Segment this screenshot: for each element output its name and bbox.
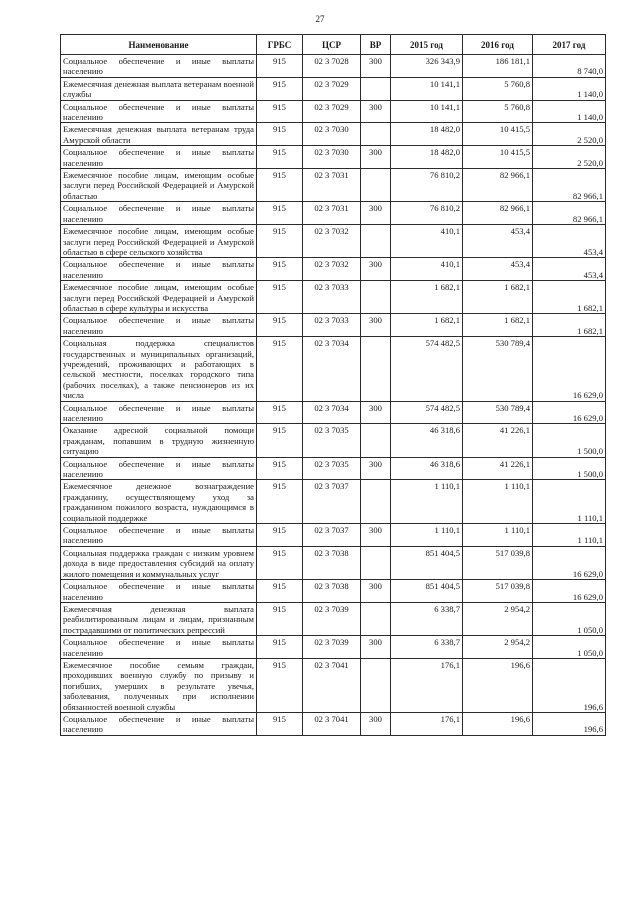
cell-vr [361,658,391,712]
cell-grbs: 915 [257,281,303,314]
cell-csr: 02 3 7037 [303,480,361,524]
table-row [61,314,606,337]
cell-2017: 1 500,0 [533,424,606,457]
cell-vr: 300 [361,401,391,424]
table-row [61,580,606,603]
cell-name: Социальное обеспечение и иные выплаты населению [61,258,257,281]
cell-csr: 02 3 7037 [303,524,361,547]
cell-name: Ежемесячное пособие лицам, имеющим особые заслуги перед Российской Федерацией и Амурской областью в сфере сельского хозяйства [61,225,257,258]
cell-vr [361,337,391,401]
cell-2016: 517 039,8 [463,546,533,579]
page-number: 27 [315,14,325,24]
cell-2017: 453,4 [533,225,606,258]
cell-2016: 1 110,1 [463,524,533,547]
table-row [61,258,606,281]
cell-2016: 530 789,4 [463,401,533,424]
cell-2017: 82 966,1 [533,169,606,202]
cell-2015: 10 141,1 [391,77,463,100]
cell-name: Социальная поддержка специалистов государственных и муниципальных организаций, учреждений, проживающих и работающих в сельской местности, поселках городского типа (рабочих поселках), а также пенсионеров из их числа [61,337,257,401]
cell-2015: 1 110,1 [391,524,463,547]
cell-2015: 176,1 [391,712,463,735]
cell-name: Социальное обеспечение и иные выплаты населению [61,100,257,123]
cell-grbs: 915 [257,401,303,424]
cell-vr: 300 [361,524,391,547]
table-row [61,123,606,146]
cell-vr: 300 [361,580,391,603]
budget-table [60,34,606,736]
cell-grbs: 915 [257,258,303,281]
table-row [61,401,606,424]
cell-2017: 2 520,0 [533,123,606,146]
cell-name: Ежемесячное пособие лицам, имеющим особые заслуги перед Российской Федерацией и Амурской областью в сфере культуры и искусства [61,281,257,314]
cell-2015: 1 110,1 [391,480,463,524]
cell-2017: 453,4 [533,258,606,281]
cell-2017: 1 110,1 [533,480,606,524]
header-2016: 2016 год [463,35,533,55]
cell-2016: 196,6 [463,658,533,712]
cell-vr: 300 [361,202,391,225]
cell-name: Социальное обеспечение и иные выплаты населению [61,636,257,659]
table-row [61,281,606,314]
table-row [61,524,606,547]
cell-2015: 10 141,1 [391,100,463,123]
cell-csr: 02 3 7028 [303,55,361,78]
header-csr: ЦСР [303,35,361,55]
cell-2016: 82 966,1 [463,202,533,225]
cell-2015: 851 404,5 [391,546,463,579]
table-row [61,225,606,258]
cell-vr [361,77,391,100]
cell-2015: 326 343,9 [391,55,463,78]
cell-name: Социальное обеспечение и иные выплаты населению [61,712,257,735]
cell-csr: 02 3 7035 [303,457,361,480]
table-row [61,169,606,202]
cell-name: Социальное обеспечение и иные выплаты населению [61,524,257,547]
cell-grbs: 915 [257,457,303,480]
cell-name: Ежемесячное денежное вознаграждение гражданину, осуществляющему уход за гражданином пожилого возраста, нуждающимся в социальной поддержке [61,480,257,524]
cell-vr: 300 [361,712,391,735]
cell-name: Социальное обеспечение и иные выплаты населению [61,314,257,337]
cell-name: Социальное обеспечение и иные выплаты населению [61,146,257,169]
cell-2015: 76 810,2 [391,202,463,225]
cell-2016: 1 110,1 [463,480,533,524]
table-row [61,100,606,123]
cell-2015: 574 482,5 [391,337,463,401]
cell-2015: 410,1 [391,258,463,281]
cell-csr: 02 3 7035 [303,424,361,457]
cell-2015: 1 682,1 [391,314,463,337]
cell-name: Социальное обеспечение и иные выплаты населению [61,55,257,78]
cell-2015: 76 810,2 [391,169,463,202]
cell-grbs: 915 [257,546,303,579]
cell-2016: 10 415,5 [463,146,533,169]
cell-vr: 300 [361,146,391,169]
cell-csr: 02 3 7030 [303,123,361,146]
cell-2017: 16 629,0 [533,546,606,579]
cell-2017: 1 140,0 [533,100,606,123]
cell-csr: 02 3 7041 [303,658,361,712]
cell-grbs: 915 [257,123,303,146]
cell-grbs: 915 [257,580,303,603]
table-row [61,457,606,480]
cell-2015: 574 482,5 [391,401,463,424]
table-row [61,636,606,659]
cell-csr: 02 3 7032 [303,258,361,281]
cell-2015: 176,1 [391,658,463,712]
cell-2016: 530 789,4 [463,337,533,401]
table-row [61,602,606,635]
table-header-row [61,35,606,55]
cell-vr: 300 [361,314,391,337]
cell-name: Ежемесячное пособие лицам, имеющим особые заслуги перед Российской Федерацией и Амурской областью [61,169,257,202]
cell-grbs: 915 [257,636,303,659]
cell-vr [361,225,391,258]
table-row [61,202,606,225]
cell-name: Социальное обеспечение и иные выплаты населению [61,401,257,424]
cell-name: Социальное обеспечение и иные выплаты населению [61,580,257,603]
cell-2015: 6 338,7 [391,636,463,659]
cell-2016: 5 760,8 [463,100,533,123]
cell-2015: 410,1 [391,225,463,258]
header-vr: ВР [361,35,391,55]
cell-2015: 18 482,0 [391,123,463,146]
table-row [61,480,606,524]
cell-2016: 196,6 [463,712,533,735]
cell-2016: 10 415,5 [463,123,533,146]
cell-grbs: 915 [257,337,303,401]
cell-grbs: 915 [257,480,303,524]
cell-2016: 2 954,2 [463,602,533,635]
cell-2017: 8 740,0 [533,55,606,78]
cell-2017: 1 110,1 [533,524,606,547]
cell-vr [361,480,391,524]
cell-csr: 02 3 7032 [303,225,361,258]
cell-grbs: 915 [257,658,303,712]
cell-2017: 82 966,1 [533,202,606,225]
cell-2017: 196,6 [533,658,606,712]
cell-name: Ежемесячная денежная выплата ветеранам военной службы [61,77,257,100]
cell-vr: 300 [361,636,391,659]
cell-csr: 02 3 7029 [303,100,361,123]
cell-2017: 1 050,0 [533,602,606,635]
cell-grbs: 915 [257,202,303,225]
cell-vr: 300 [361,258,391,281]
cell-2017: 196,6 [533,712,606,735]
cell-name: Ежемесячная денежная выплата ветеранам труда Амурской области [61,123,257,146]
cell-grbs: 915 [257,424,303,457]
cell-csr: 02 3 7029 [303,77,361,100]
cell-name: Оказание адресной социальной помощи гражданам, попавшим в трудную жизненную ситуацию [61,424,257,457]
cell-vr [361,123,391,146]
cell-csr: 02 3 7034 [303,337,361,401]
cell-csr: 02 3 7039 [303,636,361,659]
table-row [61,55,606,78]
cell-vr [361,602,391,635]
cell-2017: 1 682,1 [533,314,606,337]
cell-2015: 6 338,7 [391,602,463,635]
cell-2016: 453,4 [463,225,533,258]
cell-grbs: 915 [257,314,303,337]
cell-grbs: 915 [257,77,303,100]
cell-csr: 02 3 7034 [303,401,361,424]
cell-name: Социальное обеспечение и иные выплаты населению [61,202,257,225]
cell-vr [361,546,391,579]
cell-csr: 02 3 7033 [303,281,361,314]
cell-csr: 02 3 7038 [303,546,361,579]
cell-grbs: 915 [257,524,303,547]
cell-2016: 82 966,1 [463,169,533,202]
table-row [61,77,606,100]
cell-grbs: 915 [257,602,303,635]
header-grbs: ГРБС [257,35,303,55]
cell-vr [361,169,391,202]
table-row [61,424,606,457]
cell-2017: 1 682,1 [533,281,606,314]
cell-2017: 1 140,0 [533,77,606,100]
cell-csr: 02 3 7033 [303,314,361,337]
cell-grbs: 915 [257,225,303,258]
cell-2016: 41 226,1 [463,457,533,480]
cell-2015: 851 404,5 [391,580,463,603]
cell-2017: 16 629,0 [533,580,606,603]
cell-2017: 1 500,0 [533,457,606,480]
cell-name: Ежемесячное пособие семьям граждан, проходивших военную службу по призыву и погибших, умерших в результате увечья, заболевания, полученных при исполнении обязанностей военной службы [61,658,257,712]
header-name: Наименование [61,35,257,55]
cell-2015: 46 318,6 [391,424,463,457]
cell-2016: 5 760,8 [463,77,533,100]
table-row [61,658,606,712]
table-row [61,546,606,579]
cell-name: Социальное обеспечение и иные выплаты населению [61,457,257,480]
cell-2017: 2 520,0 [533,146,606,169]
cell-vr [361,281,391,314]
cell-2016: 2 954,2 [463,636,533,659]
cell-2015: 18 482,0 [391,146,463,169]
cell-grbs: 915 [257,55,303,78]
cell-2016: 186 181,1 [463,55,533,78]
cell-vr: 300 [361,457,391,480]
cell-csr: 02 3 7030 [303,146,361,169]
cell-2016: 41 226,1 [463,424,533,457]
header-2017: 2017 год [533,35,606,55]
cell-name: Социальная поддержка граждан с низким уровнем дохода в виде предоставления субсидий на оплату жилого помещения и коммунальных услуг [61,546,257,579]
cell-2017: 16 629,0 [533,401,606,424]
cell-csr: 02 3 7039 [303,602,361,635]
cell-2016: 1 682,1 [463,281,533,314]
cell-2015: 46 318,6 [391,457,463,480]
cell-2016: 453,4 [463,258,533,281]
cell-name: Ежемесячная денежная выплата реабилитированным лицам и лицам, признанным пострадавшими от политических репрессий [61,602,257,635]
cell-csr: 02 3 7031 [303,169,361,202]
cell-grbs: 915 [257,169,303,202]
cell-2015: 1 682,1 [391,281,463,314]
cell-csr: 02 3 7041 [303,712,361,735]
cell-2016: 517 039,8 [463,580,533,603]
table-row [61,337,606,401]
table-body [61,55,606,736]
cell-grbs: 915 [257,712,303,735]
cell-csr: 02 3 7031 [303,202,361,225]
table-row [61,712,606,735]
cell-2017: 1 050,0 [533,636,606,659]
cell-csr: 02 3 7038 [303,580,361,603]
cell-vr [361,424,391,457]
cell-grbs: 915 [257,146,303,169]
cell-vr: 300 [361,55,391,78]
cell-vr: 300 [361,100,391,123]
table-row [61,146,606,169]
header-2015: 2015 год [391,35,463,55]
cell-2016: 1 682,1 [463,314,533,337]
cell-grbs: 915 [257,100,303,123]
cell-2017: 16 629,0 [533,337,606,401]
